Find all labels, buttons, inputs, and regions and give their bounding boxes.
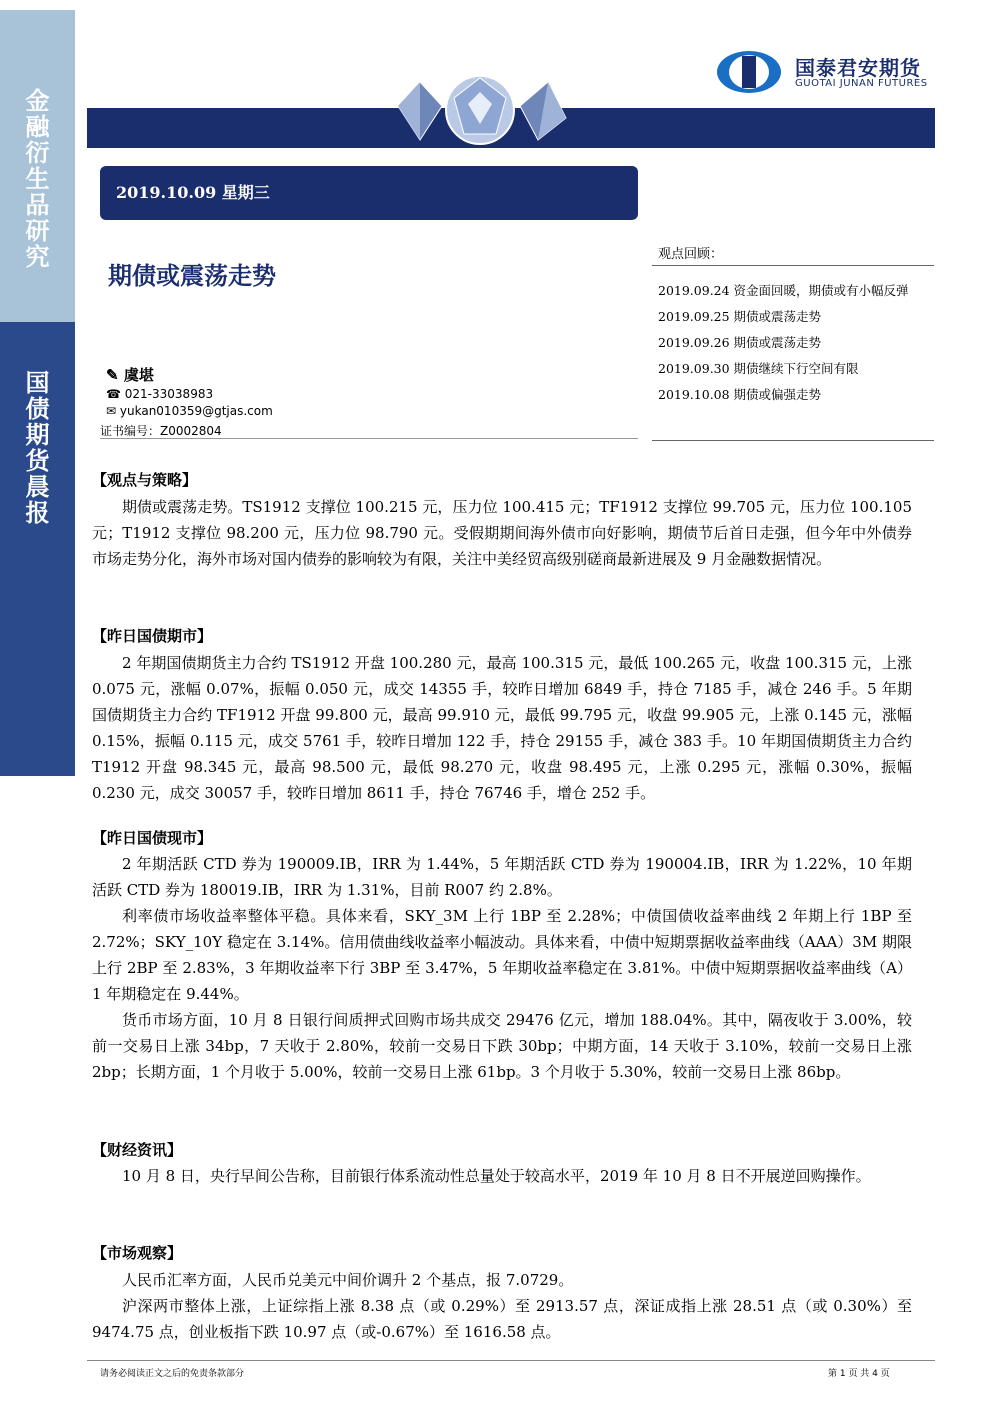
brand-logo-icon bbox=[716, 50, 782, 94]
paragraph: 2 年期活跃 CTD 券为 190009.IB，IRR 为 1.44%，5 年期活跃 CTD 券为 190004.IB，IRR 为 1.22%，10 年期活跃 CTD 券为 180019.IB，IRR 为 1.31%，目前 R007 约 2.8%。 bbox=[92, 855, 912, 899]
brand-name-cn: 国泰君安期货 bbox=[795, 56, 921, 80]
review-bottom-divider bbox=[652, 440, 934, 441]
author-phone-row bbox=[106, 387, 213, 401]
author-divider bbox=[100, 438, 638, 439]
paragraph: 期债或震荡走势。TS1912 支撑位 100.215 元，压力位 100.415 元；TF1912 支撑位 99.705 元，压力位 100.105 元；T1912 支撑位 98.200 元，压力位 98.790 元。受假期期间海外债市向好影响，期债节后首日走强，但今年中外债券市场走势分化，海外市场对国内债券的影响较为有限，关注中美经贸高级别磋商最新进展及 9 月金融数据情况。 bbox=[92, 498, 912, 568]
sidebar-top-panel bbox=[0, 10, 75, 322]
author-cert: 证书编号：Z0002804 bbox=[100, 424, 222, 438]
sidebar-bottom-label-char: 晨 bbox=[25, 473, 50, 501]
review-item: 2019.09.24 资金面回暖，期债或有小幅反弹 bbox=[658, 283, 909, 298]
author-block bbox=[106, 364, 154, 385]
author-name: 虞堪 bbox=[123, 366, 154, 384]
review-top-divider bbox=[652, 265, 934, 266]
diamond-center-icon bbox=[440, 72, 520, 148]
report-title: 期债或震荡走势 bbox=[108, 261, 276, 290]
review-item: 2019.09.25 期债或震荡走势 bbox=[658, 309, 822, 324]
review-item: 2019.09.26 期债或震荡走势 bbox=[658, 335, 822, 350]
sidebar-top-label-char: 研 bbox=[25, 217, 50, 245]
review-item: 2019.09.30 期债继续下行空间有限 bbox=[658, 361, 859, 376]
footer-disclaimer[interactable]: 请务必阅读正文之后的免责条款部分 bbox=[100, 1369, 245, 1379]
diamond-right-icon bbox=[512, 78, 572, 144]
date-banner bbox=[100, 166, 638, 220]
mail-icon: ✉ bbox=[106, 404, 117, 418]
sidebar-bottom-label-char: 国 bbox=[25, 369, 50, 397]
review-heading: 观点回顾： bbox=[658, 247, 724, 262]
sidebar-top-label-char: 生 bbox=[25, 165, 50, 193]
footer-divider bbox=[87, 1360, 935, 1361]
paragraph: 货币市场方面，10 月 8 日银行间质押式回购市场共成交 29476 亿元，增加 188.04%。其中，隔夜收于 3.00%，较前一交易日上涨 34bp，7 天收于 2.80%，较前一交易日下跌 30bp；中期方面，14 天收于 3.10%，较前一交易日上涨 2bp；长期方面，1 个月收于 5.00%，较前一交易日上涨 61bp。3 个月收于 5.30%，较前一交易日上涨 86bp。 bbox=[92, 1011, 912, 1081]
paragraph: 人民币汇率方面，人民币兑美元中间价调升 2 个基点，报 7.0729。 bbox=[122, 1271, 574, 1289]
report-date: 2019.10.09 星期三 bbox=[116, 183, 270, 202]
sidebar-bottom-panel bbox=[0, 322, 75, 776]
paragraph: 2 年期国债期货主力合约 TS1912 开盘 100.280 元，最高 100.315 元，最低 100.265 元，收盘 100.315 元，上涨 0.075 元，涨幅 0.07%，振幅 0.050 元，成交 14355 手，较昨日增加 6849 手，持仓 7185 手，减仓 246 手。5 年期国债期货主力合约 TF1912 开盘 99.800 元，最高 99.910 元，最低 99.795 元，收盘 99.905 元，上涨 0.145 元，涨幅 0.15%，振幅 0.115 元，成交 5761 手，较昨日增加 122 手，持仓 29155 手，减仓 383 手。10 年期国债期货主力合约 T1912 开盘 98.345 元，最高 98.500 元，最低 98.270 元，收盘 98.495 元，上涨 0.295 元，涨幅 0.30%，振幅 0.230 元，成交 30057 手，较昨日增加 8611 手，持仓 76746 手，增仓 252 手。 bbox=[92, 654, 912, 802]
author-email-row bbox=[106, 404, 273, 418]
sidebar-top-label-char: 衍 bbox=[25, 139, 50, 167]
section-heading: 【昨日国债期市】 bbox=[92, 627, 213, 645]
phone-icon: ☎ bbox=[106, 387, 121, 401]
sidebar-bottom-label-char: 债 bbox=[25, 395, 50, 423]
pen-icon: ✎ bbox=[106, 366, 119, 384]
section-heading: 【观点与策略】 bbox=[92, 471, 198, 489]
section-heading: 【昨日国债现市】 bbox=[92, 829, 213, 847]
sidebar-top-label-char: 品 bbox=[25, 191, 50, 219]
sidebar-top-label-char: 究 bbox=[25, 243, 50, 271]
sidebar-top-label-char: 融 bbox=[25, 113, 50, 141]
author-phone: 021-33038983 bbox=[124, 387, 214, 401]
sidebar-bottom-label-char: 货 bbox=[25, 447, 50, 475]
section-heading: 【市场观察】 bbox=[92, 1244, 183, 1262]
review-list bbox=[658, 278, 920, 408]
sidebar-bottom-label-char: 期 bbox=[25, 421, 50, 449]
sidebar-bottom-label-char: 报 bbox=[25, 499, 50, 527]
sidebar-bottom-label bbox=[0, 370, 75, 526]
brand-name-en: GUOTAI JUNAN FUTURES bbox=[795, 78, 928, 89]
paragraph: 10 月 8 日，央行早间公告称，目前银行体系流动性总量处于较高水平，2019 年 10 月 8 日不开展逆回购操作。 bbox=[122, 1167, 871, 1185]
section-heading: 【财经资讯】 bbox=[92, 1141, 183, 1159]
sidebar-top-label-char: 金 bbox=[25, 87, 50, 115]
sidebar-top-label bbox=[0, 88, 75, 270]
paragraph: 沪深两市整体上涨，上证综指上涨 8.38 点（或 0.29%）至 2913.57 点，深证成指上涨 28.51 点（或 0.30%）至 9474.75 点，创业板指下跌 10.97 点（或-0.67%）至 1616.58 点。 bbox=[92, 1297, 912, 1341]
review-item: 2019.10.08 期债或偏强走势 bbox=[658, 387, 822, 402]
page-number: 第 1 页 共 4 页 bbox=[828, 1369, 890, 1379]
author-email[interactable]: yukan010359@gtjas.com bbox=[119, 404, 273, 418]
paragraph: 利率债市场收益率整体平稳。具体来看，SKY_3M 上行 1BP 至 2.28%；中债国债收益率曲线 2 年期上行 1BP 至 2.72%；SKY_10Y 稳定在 3.14%。信用债曲线收益率小幅波动。具体来看，中债中短期票据收益率曲线（AAA）3M 期限上行 2BP 至 2.83%，3 年期收益率下行 3BP 至 3.47%，5 年期收益率稳定在 3.81%。中债中短期票据收益率曲线（A）1 年期稳定在 9.44%。 bbox=[92, 907, 912, 1003]
